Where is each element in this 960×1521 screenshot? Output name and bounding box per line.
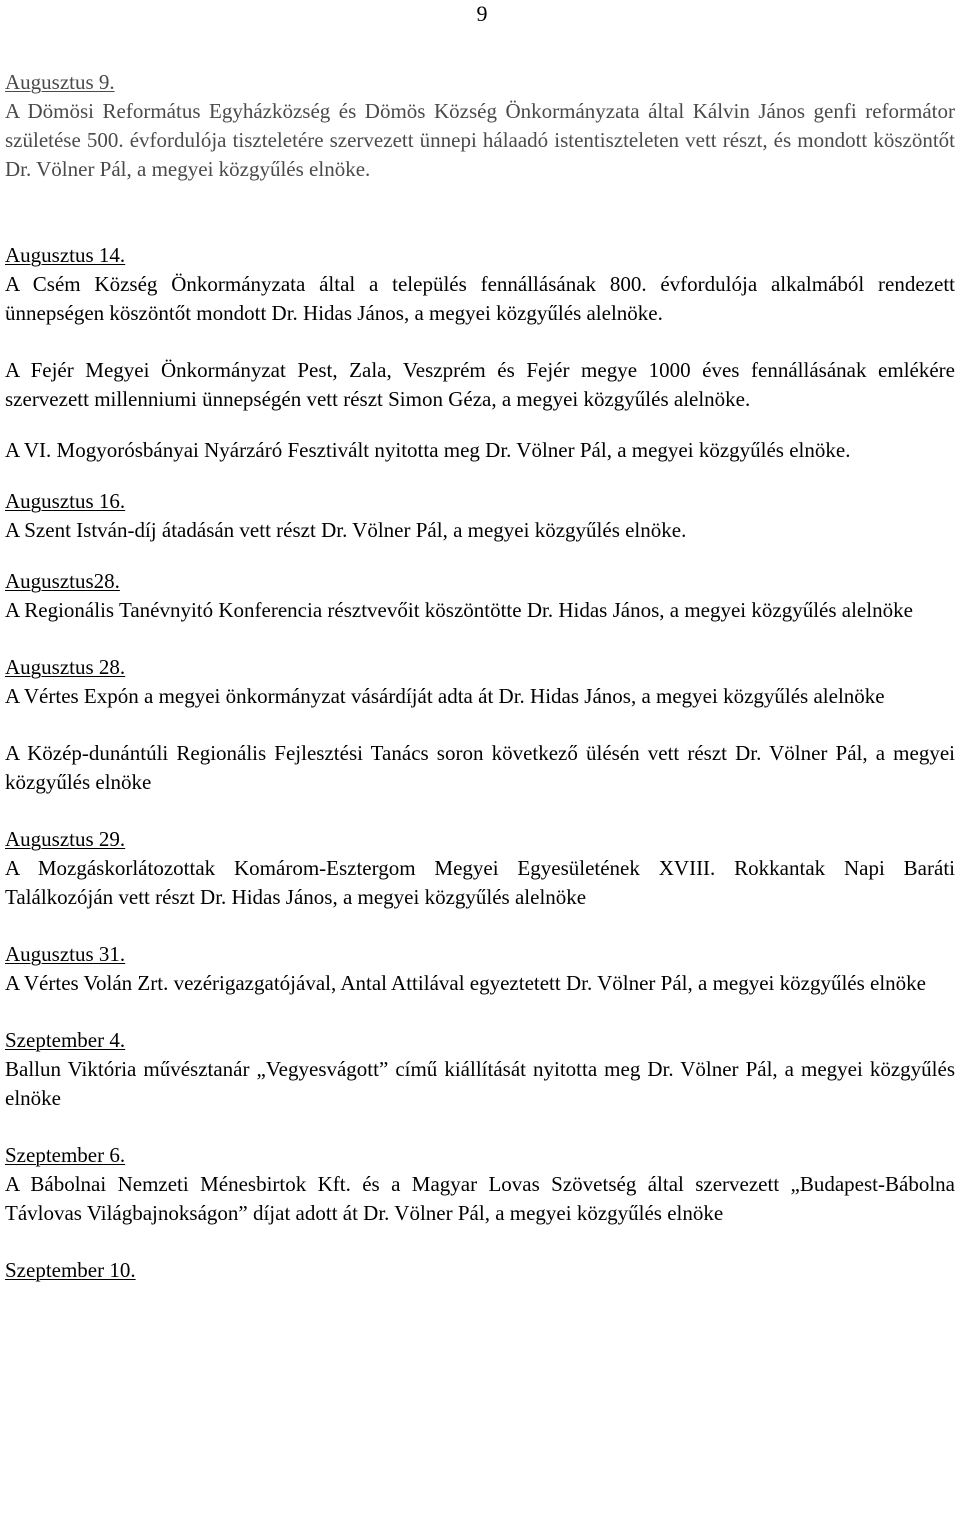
document-body <box>5 68 955 1285</box>
spacer <box>5 1113 955 1141</box>
entry-sep-10 <box>5 1256 955 1285</box>
entry-sep-4 <box>5 1026 955 1113</box>
entry-text: A Közép-dunántúli Regionális Fejlesztési Tanács soron következő ülésén vett részt Dr. Völner Pál, a megyei közgyűlés elnöke <box>5 741 955 794</box>
spacer <box>5 1228 955 1256</box>
entry-date: Augusztus 16. <box>5 489 126 513</box>
spacer <box>5 465 955 487</box>
entry-text: A Csém Község Önkormányzata által a település fennállásának 800. évfordulója alkalmából rendezett ünnepségen köszöntőt mondott Dr. Hidas János, a megyei közgyűlés alelnöke. <box>5 272 955 325</box>
entry-date: Szeptember 6. <box>5 1143 126 1167</box>
entry-aug-28-conference <box>5 567 955 625</box>
entry-sep-6 <box>5 1141 955 1228</box>
entry-text: A Mozgáskorlátozottak Komárom-Esztergom Megyei Egyesületének XVIII. Rokkantak Napi Baráti Találkozóján vett részt Dr. Hidas János, a megyei közgyűlés alelnöke <box>5 856 955 909</box>
spacer <box>5 711 955 739</box>
entry-fejer-millennium <box>5 356 955 414</box>
entry-date: Augusztus 28. <box>5 655 126 679</box>
entry-date: Szeptember 10. <box>5 1258 136 1282</box>
entry-aug-29 <box>5 825 955 912</box>
entry-aug-14 <box>5 241 955 328</box>
spacer <box>5 912 955 940</box>
entry-date: Augusztus 31. <box>5 942 126 966</box>
spacer <box>5 414 955 436</box>
entry-text: Ballun Viktória művésztanár „Vegyesvágott” című kiállítását nyitotta meg Dr. Völner Pál, a megyei közgyűlés elnöke <box>5 1057 955 1110</box>
entry-text: A Fejér Megyei Önkormányzat Pest, Zala, Veszprém és Fejér megye 1000 éves fennállásának emlékére szervezett millenniumi ünnepségén vett részt Simon Géza, a megyei közgyűlés alelnöke. <box>5 358 955 411</box>
entry-regional-council <box>5 739 955 797</box>
entry-date: Augusztus 9. <box>5 70 115 94</box>
spacer <box>5 625 955 653</box>
spacer <box>5 328 955 356</box>
page-number: 9 <box>476 1 488 26</box>
entry-text: A Vértes Expón a megyei önkormányzat vásárdíját adta át Dr. Hidas János, a megyei közgyűlés alelnöke <box>5 684 885 708</box>
entry-date: Augusztus 14. <box>5 243 126 267</box>
spacer <box>5 998 955 1026</box>
entry-text: A Regionális Tanévnyitó Konferencia résztvevőit köszöntötte Dr. Hidas János, a megyei közgyűlés alelnöke <box>5 598 913 622</box>
entry-aug-31 <box>5 940 955 998</box>
entry-aug-16 <box>5 487 955 545</box>
spacer <box>5 184 955 241</box>
entry-text: A Szent István-díj átadásán vett részt Dr. Völner Pál, a megyei közgyűlés elnöke. <box>5 518 687 542</box>
entry-text: A Dömösi Református Egyházközség és Dömös Község Önkormányzata által Kálvin János genfi reformátor születése 500. évfordulója tiszteletére szervezett ünnepi hálaadó istentiszteleten vett részt, és mondott köszöntőt Dr. Völner Pál, a megyei közgyűlés elnöke. <box>5 99 955 181</box>
entry-text: A Bábolnai Nemzeti Ménesbirtok Kft. és a Magyar Lovas Szövetség által szervezett „Budapest-Bábolna Távlovas Világbajnokságon” díjat adott át Dr. Völner Pál, a megyei közgyűlés elnöke <box>5 1172 955 1225</box>
entry-date: Augusztus 29. <box>5 827 126 851</box>
entry-mogyorosbanya-festival <box>5 436 955 465</box>
entry-aug-28-expo <box>5 653 955 711</box>
spacer <box>5 545 955 567</box>
entry-date: Szeptember 4. <box>5 1028 126 1052</box>
entry-text: A Vértes Volán Zrt. vezérigazgatójával, Antal Attilával egyeztetett Dr. Völner Pál, a megyei közgyűlés elnöke <box>5 971 927 995</box>
entry-aug-9 <box>5 68 955 184</box>
entry-date: Augusztus28. <box>5 569 120 593</box>
spacer <box>5 797 955 825</box>
entry-text: A VI. Mogyorósbányai Nyárzáró Fesztivált nyitotta meg Dr. Völner Pál, a megyei közgyűlés elnöke. <box>5 438 851 462</box>
